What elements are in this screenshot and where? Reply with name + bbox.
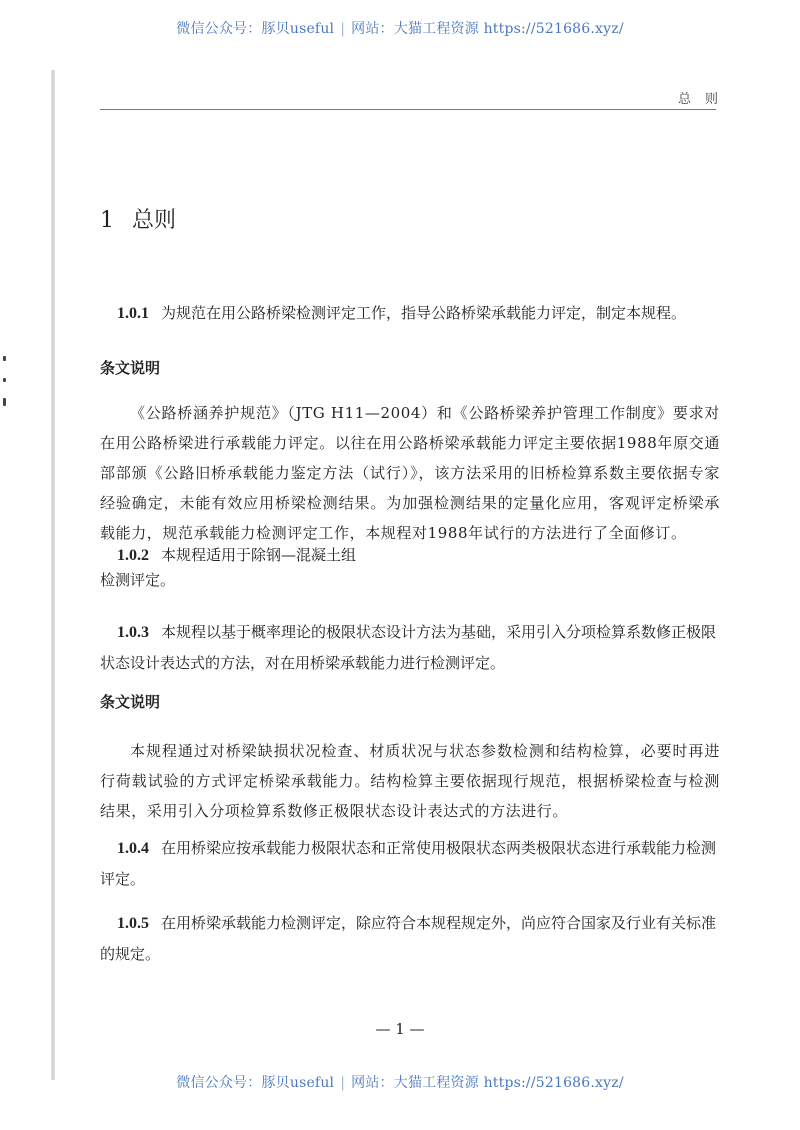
chapter-number: 1	[100, 208, 114, 233]
scan-spine-shadow	[51, 70, 55, 1080]
clause-number: 1.0.4	[117, 840, 149, 857]
clause-1-0-3	[100, 617, 720, 678]
scan-edge-specks	[2, 340, 8, 410]
watermark-left-text: 微信公众号：豚贝useful	[176, 21, 335, 37]
clause-number: 1.0.2	[117, 547, 149, 564]
watermark-left-text: 微信公众号：豚贝useful	[176, 1075, 335, 1091]
clause-1-0-1	[100, 298, 720, 329]
clause-number: 1.0.3	[117, 624, 149, 641]
clause-text: 在用桥梁承载能力检测评定，除应符合本规程规定外，尚应符合国家及行业有关标准的规定。	[100, 914, 717, 963]
watermark-right-text: 网站：大猫工程资源 https://521686.xyz/	[351, 1075, 624, 1091]
clause-text-line2: 检测评定。	[100, 571, 176, 589]
chapter-title-text: 总则	[132, 208, 177, 233]
chapter-title	[100, 203, 176, 234]
clause-text: 为规范在用公路桥梁检测评定工作，指导公路桥梁承载能力评定，制定本规程。	[161, 304, 687, 322]
clause-1-0-5	[100, 908, 720, 969]
watermark-top	[0, 18, 800, 38]
explanation-paragraph: 《公路桥涵养护规范》（JTG H11—2004）和《公路桥梁养护管理工作制度》要求对在用公路桥梁进行承载能力评定。以往在用公路桥梁承载能力评定主要依据1988年原交通部部颁《公路旧桥承载能力鉴定方法（试行）》，该方法采用的旧桥检算系数主要依据专家经验确定，未能有效应用桥梁检测结果。为加强检测结果的定量化应用，客观评定桥梁承载能力，规范承载能力检测评定工作，本规程对1988年试行的方法进行了全面修订。	[100, 404, 720, 542]
clause-1-0-2	[100, 540, 720, 595]
explanation-heading: 条文说明	[100, 693, 161, 711]
explanation-paragraph: 本规程通过对桥梁缺损状况检查、材质状况与状态参数检测和结构检算，必要时再进行荷载试验的方式评定桥梁承载能力。结构检算主要依据现行规范，根据桥梁检查与检测结果，采用引入分项检算系数修正极限状态设计表达式的方法进行。	[100, 742, 720, 820]
clause-text-line1: 本规程适用于除钢—混凝土组	[161, 546, 357, 564]
explanation-heading: 条文说明	[100, 359, 161, 377]
running-head: 总则	[677, 92, 732, 107]
clause-text: 本规程以基于概率理论的极限状态设计方法为基础，采用引入分项检算系数修正极限状态设计表达式的方法，对在用桥梁承载能力进行检测评定。	[100, 623, 717, 672]
watermark-bottom	[0, 1072, 800, 1092]
clause-number: 1.0.5	[117, 915, 149, 932]
header-rule	[100, 109, 716, 110]
watermark-separator: |	[340, 1075, 346, 1091]
clause-text: 在用桥梁应按承载能力极限状态和正常使用极限状态两类极限状态进行承载能力检测评定。	[100, 839, 717, 888]
page-number: — 1 —	[375, 1020, 425, 1038]
watermark-separator: |	[340, 21, 346, 37]
watermark-right-text: 网站：大猫工程资源 https://521686.xyz/	[351, 21, 624, 37]
clause-number: 1.0.1	[117, 305, 149, 322]
clause-1-0-4	[100, 833, 720, 894]
